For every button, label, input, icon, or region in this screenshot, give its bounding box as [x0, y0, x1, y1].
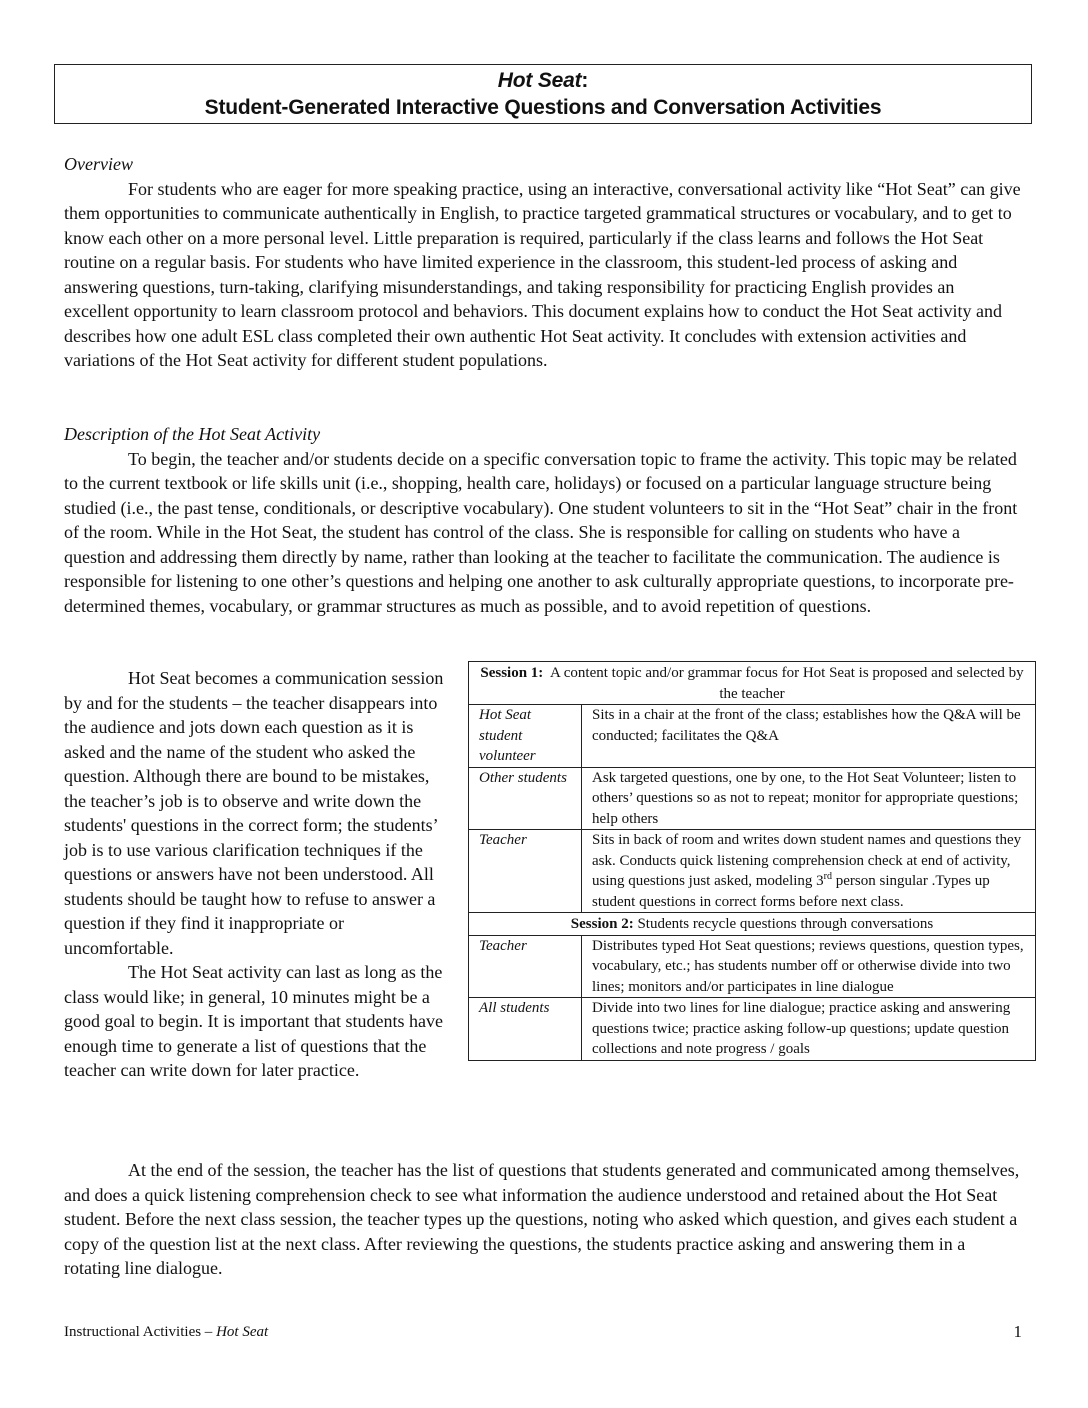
description-cell: Divide into two lines for line dialogue; practice asking and answering questions twice; practice asking follow-up questions; update question collections and note progress / goals	[582, 998, 1036, 1061]
description-paragraph: To begin, the teacher and/or students decide on a specific conversation topic to frame the activity. This topic may be related to the current textbook or life skills unit (i.e., shopping, health care, holidays) or focused on a particular language structure being studied (i.e., the past tense, conditionals, or descriptive vocabulary). One student volunteers to sit in the “Hot Seat” chair in the front of the room. While in the Hot Seat, the student has control of the class. She is responsible for calling on students who have a question and addressing them directly by name, rather than looking at the teacher to facilitate the communication. The audience is responsible for listening to one other’s questions and helping one another to ask culturally appropriate questions, to incorporate pre-determined themes, vocabulary, or grammar structures as much as possible, and to avoid repetition of questions.	[64, 448, 1018, 616]
session-2-header-row	[469, 913, 1036, 936]
role-cell: Teacher	[469, 830, 582, 913]
title-line-1	[55, 67, 1031, 94]
session-2-header	[469, 913, 1036, 936]
ordinal-superscript: rd	[823, 871, 833, 882]
description-cell: Sits in a chair at the front of the class; establishes how the Q&A will be conducted; facilitates the Q&A	[582, 705, 1036, 768]
table-row	[469, 998, 1036, 1061]
teacher-desc-part-2: person singular .Types up student questions in correct forms before next class.	[592, 873, 990, 910]
title-line-2: Student-Generated Interactive Questions and Conversation Activities	[204, 96, 882, 119]
overview-heading: Overview	[64, 154, 133, 174]
description-cell	[582, 830, 1036, 913]
left-column-text	[64, 666, 450, 1083]
table-row	[469, 830, 1036, 913]
session-2-label: Session 2:	[570, 916, 634, 932]
teacher-desc-part-1: Sits in back of room and writes down student names and questions they ask. Conducts quick listening comprehension check at end of activity, using questions just asked, modeling 3	[592, 832, 1022, 889]
session-1-header-row	[469, 662, 1036, 705]
session-table	[468, 661, 1036, 1061]
footer-italic: Hot Seat	[216, 1324, 269, 1340]
description-heading: Description of the Hot Seat Activity	[64, 424, 321, 444]
session-2-text: Students recycle questions through conversations	[637, 916, 934, 932]
session-1-label: Session 1:	[480, 665, 544, 681]
footer-prefix: Instructional Activities –	[64, 1324, 217, 1340]
role-cell: Teacher	[469, 935, 582, 998]
table-row	[469, 767, 1036, 830]
table-row	[469, 705, 1036, 768]
footer-label	[64, 1324, 268, 1341]
table-row	[469, 935, 1036, 998]
title-colon: :	[581, 69, 589, 92]
title-hot-seat: Hot Seat	[497, 69, 582, 92]
left-column-paragraph-1: Hot Seat becomes a communication session by and for the students – the teacher disappears into the audience and jots down each question as it is asked and the name of the student who asked the question. Although there are bound to be mistakes, the teacher’s job is to observe and write down the students' questions in the correct form; the students’ job is to use various clarification techniques if the questions or answers have not been understood. All students should be taught how to refuse to answer a question if they find it inappropriate or uncomfortable.	[64, 668, 444, 958]
title-box	[54, 64, 1032, 124]
role-cell: Hot Seat student volunteer	[469, 705, 582, 768]
overview-paragraph: For students who are eager for more speaking practice, using an interactive, conversational activity like “Hot Seat” can give them opportunities to communicate authentically in English, to practice targeted grammatical structures or vocabulary, and to get to know each other on a more personal level. Little preparation is required, particularly if the class learns and follows the Hot Seat routine on a regular basis. For students who have limited experience in the classroom, this student-led process of asking and answering questions, turn-taking, clarifying misunderstandings, and taking responsibility for practicing English provides an excellent opportunity to learn classroom protocol and behaviors. This document explains how to conduct the Hot Seat activity and describes how one adult ESL class completed their own authentic Hot Seat activity. It concludes with extension activities and variations of the Hot Seat activity for different student populations.	[64, 178, 1021, 370]
role-cell: All students	[469, 998, 582, 1061]
left-column-paragraph-2: The Hot Seat activity can last as long as the class would like; in general, 10 minutes might be a good goal to begin. It is important that students have enough time to generate a list of questions that the teacher can write down for later practice.	[64, 962, 443, 1080]
description-section	[64, 422, 1022, 618]
description-cell: Distributes typed Hot Seat questions; reviews questions, question types, vocabulary, etc.; has students number off or otherwise divide into two lines; monitors and/or participates in line dialogue	[582, 935, 1036, 998]
description-cell: Ask targeted questions, one by one, to the Hot Seat Volunteer; listen to others’ questions so as not to repeat; monitor for appropriate questions; help others	[582, 767, 1036, 830]
overview-section	[64, 152, 1022, 373]
role-cell: Other students	[469, 767, 582, 830]
closing-section	[64, 1158, 1022, 1281]
page-number: 1	[1013, 1322, 1022, 1341]
session-1-header	[469, 662, 1036, 705]
session-1-text: A content topic and/or grammar focus for Hot Seat is proposed and selected by the teacher	[550, 665, 1024, 702]
closing-paragraph: At the end of the session, the teacher has the list of questions that students generated and communicated among themselves, and does a quick listening comprehension check to see what information the audience understood and retained about the Hot Seat student. Before the next class session, the teacher types up the questions, noting who asked which question, and gives each student a copy of the question list at the next class. After reviewing the questions, the students practice asking and answering them in a rotating line dialogue.	[64, 1160, 1020, 1278]
